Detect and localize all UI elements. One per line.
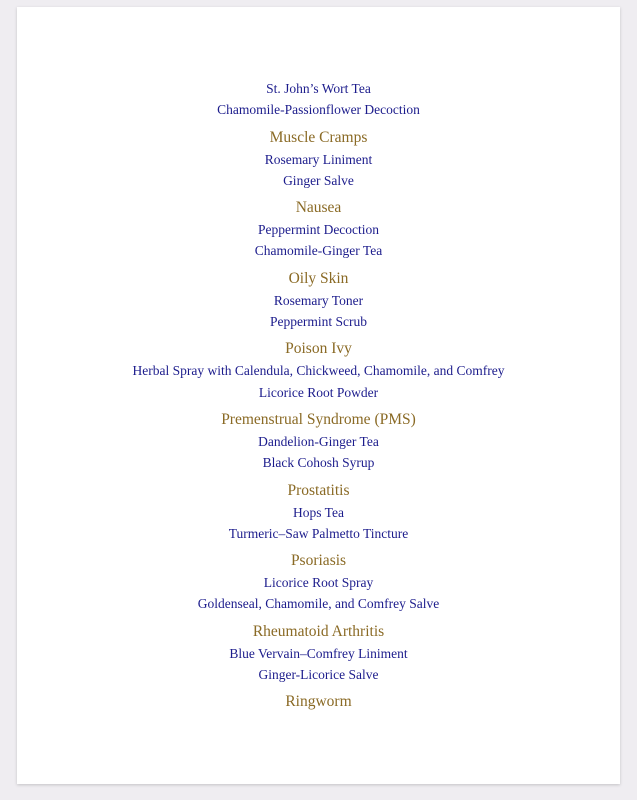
recipe-link[interactable]: Ginger-Licorice Salve: [258, 667, 379, 683]
recipe-link[interactable]: Rosemary Toner: [273, 292, 364, 308]
recipe-link[interactable]: Ginger Salve: [283, 172, 354, 188]
index-section: [17, 410, 620, 474]
ailment-heading: Muscle Cramps: [269, 128, 368, 146]
index-section: [17, 128, 620, 192]
ailment-heading: Psoriasis: [290, 552, 347, 570]
recipe-link[interactable]: St. John’s Wort Tea: [266, 81, 371, 96]
recipe-link[interactable]: Peppermint Scrub: [269, 314, 368, 330]
ailment-heading: Prostatitis: [287, 481, 350, 499]
ailment-heading: Ringworm: [285, 693, 352, 711]
recipe-link[interactable]: Peppermint Decoction: [257, 222, 380, 238]
recipe-link[interactable]: Black Cohosh Syrup: [262, 455, 375, 471]
index-section: [17, 78, 620, 121]
document-page: [17, 7, 620, 784]
ailment-heading: Poison Ivy: [285, 340, 352, 358]
ailment-heading: Nausea: [295, 199, 342, 217]
recipe-link[interactable]: Goldenseal, Chamomile, and Comfrey Salve: [197, 596, 440, 612]
recipe-link[interactable]: Herbal Spray with Calendula, Chickweed, Chamomile, and Comfrey: [132, 363, 505, 379]
recipe-link[interactable]: Hops Tea: [293, 504, 344, 520]
recipe-link[interactable]: Licorice Root Powder: [258, 384, 379, 400]
recipe-link[interactable]: Rosemary Liniment: [264, 151, 373, 167]
index-section: [17, 622, 620, 686]
recipe-link[interactable]: Chamomile-Ginger Tea: [254, 243, 383, 259]
index-section: [17, 269, 620, 333]
index-section: [17, 339, 620, 403]
index-section: [17, 551, 620, 615]
ailment-heading: Premenstrual Syndrome (PMS): [221, 410, 416, 428]
index-section: [17, 481, 620, 545]
recipe-link[interactable]: Licorice Root Spray: [263, 575, 374, 591]
recipe-link[interactable]: Turmeric–Saw Palmetto Tincture: [228, 525, 409, 541]
ailment-heading: Rheumatoid Arthritis: [252, 622, 385, 640]
recipe-link[interactable]: Chamomile-Passionflower Decoction: [217, 102, 420, 118]
ailment-heading: Oily Skin: [288, 269, 349, 287]
recipe-index: [17, 78, 620, 713]
recipe-link[interactable]: Blue Vervain–Comfrey Liniment: [229, 645, 408, 661]
recipe-link[interactable]: Dandelion-Ginger Tea: [258, 433, 379, 449]
index-section: [17, 198, 620, 262]
index-section: [17, 692, 620, 712]
